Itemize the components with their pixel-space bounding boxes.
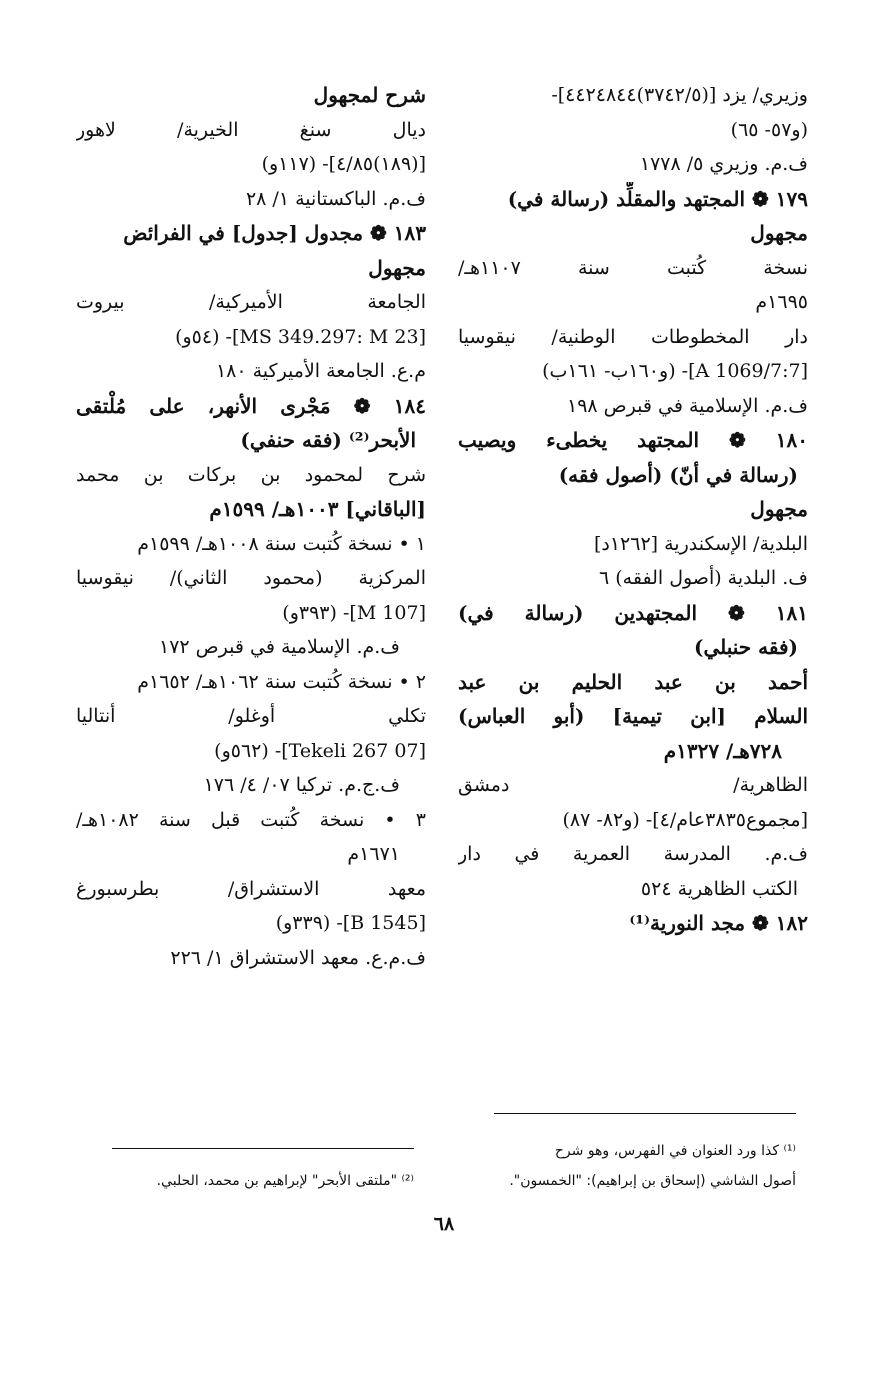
right-column-line: ١٨٢ ❁ مجد النورية⁽¹⁾ [629,911,808,935]
right-column-line: [A 1069/7:7]- (و١٦٠ب- ١٦١ب) [542,360,808,382]
right-column-line: [مجموع٣٨٣٥عام/٤]- (و٨٢- ٨٧) [562,808,808,831]
left-column-line: م.ع. الجامعة الأميركية ١٨٠ [215,360,426,382]
left-column-line: ٢ • نسخة كُتبت سنة ١٠٦٢هـ/ ١٦٥٢م [137,670,426,693]
left-column-line: ٣ • نسخة كُتبت قبل سنة ١٠٨٢هـ/ [76,808,426,831]
left-column-line: [M 107]- (٣٩٣و) [282,601,426,624]
right-column-line: ١٦٩٥م [755,291,808,313]
right-column-line: (رسالة في أنّ) (أصول فقه) [558,462,798,487]
left-column-line: تكلي أوغلو/ أنتاليا [76,705,426,727]
left-column-line: المركزية (محمود الثاني)/ نيقوسيا [76,567,426,589]
left-column-line: [(١٨٩)٤/٨٥]- (١١٧و) [261,153,426,175]
footnote-1-line-2: أصول الشاشي (إسحاق بن إبراهيم): "الخمسون". [509,1173,796,1189]
right-column-line: الكتب الظاهرية ٥٢٤ [640,877,798,900]
right-column-line: ف. البلدية (أصول الفقه) ٦ [599,567,808,589]
left-column-line: الأبحر⁽²⁾ (فقه حنفي) [240,428,416,452]
right-column-line: ف.م. الإسلامية في قبرص ١٩٨ [567,394,808,417]
left-column-line: ف.م.ع. معهد الاستشراق ١/ ٢٢٦ [170,946,426,969]
left-column-line: معهد الاستشراق/ بطرسبورغ [76,877,426,900]
left-column-line: ١٦٧١م [347,843,400,865]
right-column-line: دار المخطوطات الوطنية/ نيقوسيا [458,325,808,348]
left-column-line: [B 1545]- (٣٣٩و) [275,912,426,934]
left-column-line: ١٨٣ ❁ مجدول [جدول] في الفرائض [123,221,426,245]
left-column-line: ف.م. الباكستانية ١/ ٢٨ [245,187,426,210]
left-column-line: [الباقاني] ١٠٠٣هـ/ ١٥٩٩م [209,497,426,521]
footnote-rule-left [112,1148,414,1149]
left-column-line: [07 Tekeli 267]- (٥٦٢و) [214,739,426,762]
right-column [458,78,808,941]
left-column-line: الجامعة الأميركية/ بيروت [76,291,426,313]
left-column-line: [MS 349.297: M 23]- (٥٤و) [175,325,426,348]
left-column-line: ف.م. الإسلامية في قبرص ١٧٢ [159,636,400,658]
left-column-line: شرح لمحمود بن بركات بن محمد [76,463,426,486]
footnote-rule-right [494,1113,796,1114]
right-column-line: ١٨١ ❁ المجتهدين (رسالة في) [458,600,808,625]
right-column-line: الظاهرية/ دمشق [458,774,808,796]
footnote-1-line-1: ⁽¹⁾ كذا ورد العنوان في الفهرس، وهو شرح [554,1143,796,1159]
right-column-line: (فقه حنبلي) [693,635,798,659]
right-column-line: ف.م. وزيري ٥/ ١٧٧٨ [639,153,808,175]
right-column-line: البلدية/ الإسكندرية [١٢٦٢د] [593,532,808,555]
right-column-line: مجهول [750,221,808,245]
left-column [76,78,426,975]
right-column-line: ف.م. المدرسة العمرية في دار [458,843,808,865]
right-column-line: مجهول [750,497,808,521]
left-column-line: ١٨٤ ❁ مَجْرى الأنهر، على مُلْتقى [76,393,426,418]
right-column-line: (و٥٧- ٦٥) [730,118,808,141]
left-column-line: ١ • نسخة كُتبت سنة ١٠٠٨هـ/ ١٥٩٩م [137,532,426,555]
page-number: ٦٨ [433,1213,455,1235]
left-column-line: شرح لمجهول [313,83,426,107]
footnote-2: ⁽²⁾ "ملتقى الأبحر" لإبراهيم بن محمد، الحلبي. [156,1173,414,1189]
right-column-line: ١٨٠ ❁ المجتهد يخطىء ويصيب [458,428,808,452]
right-column-line: أحمد بن عبد الحليم بن عبد [458,669,808,694]
right-column-line: السلام [ابن تيمية] (أبو العباس) [458,704,808,728]
right-column-line: نسخة كُتبت سنة ١١٠٧هـ/ [458,256,808,279]
left-column-line: مجهول [368,255,426,280]
right-column-line: وزيري/ يزد [(٣٧٤٢/٥)٤٤٢٤٨٤٤]- [551,84,808,106]
right-column-line: ٧٢٨هـ/ ١٣٢٧م [663,738,782,763]
right-column-line: ١٧٩ ❁ المجتهد والمقلِّد (رسالة في) [507,186,808,211]
left-column-line: ديال سنغ الخيرية/ لاهور [76,118,426,141]
left-column-line: ف.ج.م. تركيا ٠٧/ ٤/ ١٧٦ [203,774,400,796]
